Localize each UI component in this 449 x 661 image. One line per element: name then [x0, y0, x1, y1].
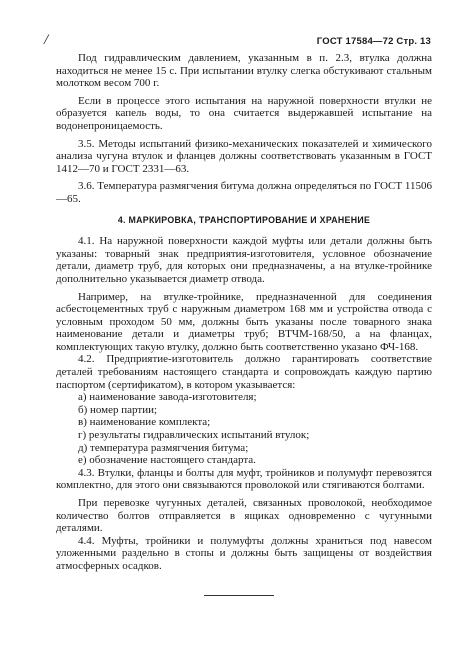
list-item: б) номер партии;: [78, 403, 158, 416]
paragraph-4-2: 4.2. Предприятие-изготовитель должно гарантировать соответствие деталей требованиям настоящего стандарта и сопровождать каждую партию паспортом (сертификатом), в котором указывается:: [56, 353, 432, 391]
paragraph-3-5: 3.5. Методы испытаний физико-механических показателей и химического анализа чугуна втулок и фланцев должны соответствовать указанным в ГОСТ 1412—70 и ГОСТ 2331—63.: [56, 137, 432, 175]
paragraph-4-1: 4.1. На наружной поверхности каждой муфты или детали должны быть указаны: товарный знак предприятия-изготовителя, условное обозначение детали, диаметр труб, для которых они предназначены, а на втулке-тройнике дополнительно указывается диаметр отвода.: [56, 235, 432, 285]
end-rule: [204, 595, 274, 596]
section-title: 4. МАРКИРОВКА, ТРАНСПОРТИРОВАНИЕ И ХРАНЕНИЕ: [117, 214, 371, 225]
list-item: е) обозначение настоящего стандарта.: [78, 454, 256, 467]
list-item: г) результаты гидравлических испытаний втулок;: [78, 429, 310, 442]
paragraph-transport: При перевозке чугунных деталей, связанных проволокой, необходимое количество болтов отправляется в ящиках одновременно с чугунными деталями.: [56, 497, 432, 535]
list-item: в) наименование комплекта;: [78, 416, 211, 429]
paragraph-example: Например, на втулке-тройнике, предназначенной для соединения асбестоцементных труб с наружным диаметром 168 мм и устройства отвода с условным проходом 50 мм, должны быть указаны после товарного знака наименование детали и диаметры труб; ВТЧМ-168/50, а на фланцах, комплектующих такую втулку, должно быть соответственно указано ФЧ-168.: [56, 290, 432, 353]
passport-items-list: [56, 391, 432, 467]
paragraph-4-4: 4.4. Муфты, тройники и полумуфты должны храниться под навесом уложенными раздельно в стопы и должны быть защищены от воздействия атмосферных осадков.: [56, 534, 432, 572]
handwritten-mark: /: [44, 32, 49, 48]
list-item: а) наименование завода-изготовителя;: [78, 391, 257, 404]
paragraph-watertight: Если в процессе этого испытания на наружной поверхности втулки не образуется капель воды, то она считается выдержавшей испытание на водонепроницаемость.: [56, 94, 432, 132]
list-item: д) температура размягчения битума;: [78, 441, 249, 454]
paragraph-4-3: 4.3. Втулки, фланцы и болты для муфт, тройников и полумуфт перевозятся комплектно, для этого они связываются проволокой или стягиваются болтами.: [56, 466, 432, 492]
page-header: ГОСТ 17584—72 Стр. 13: [316, 36, 431, 47]
paragraph-3-6: 3.6. Температура размягчения битума должна определяться по ГОСТ 11506—65.: [56, 180, 432, 205]
paragraph-pressure-test: Под гидравлическим давлением, указанным в п. 2.3, втулка должна находиться не менее 15 с. При испытании втулку слегка обстукивают стальным молотком весом 700 г.: [56, 52, 432, 90]
document-body: [56, 52, 432, 573]
